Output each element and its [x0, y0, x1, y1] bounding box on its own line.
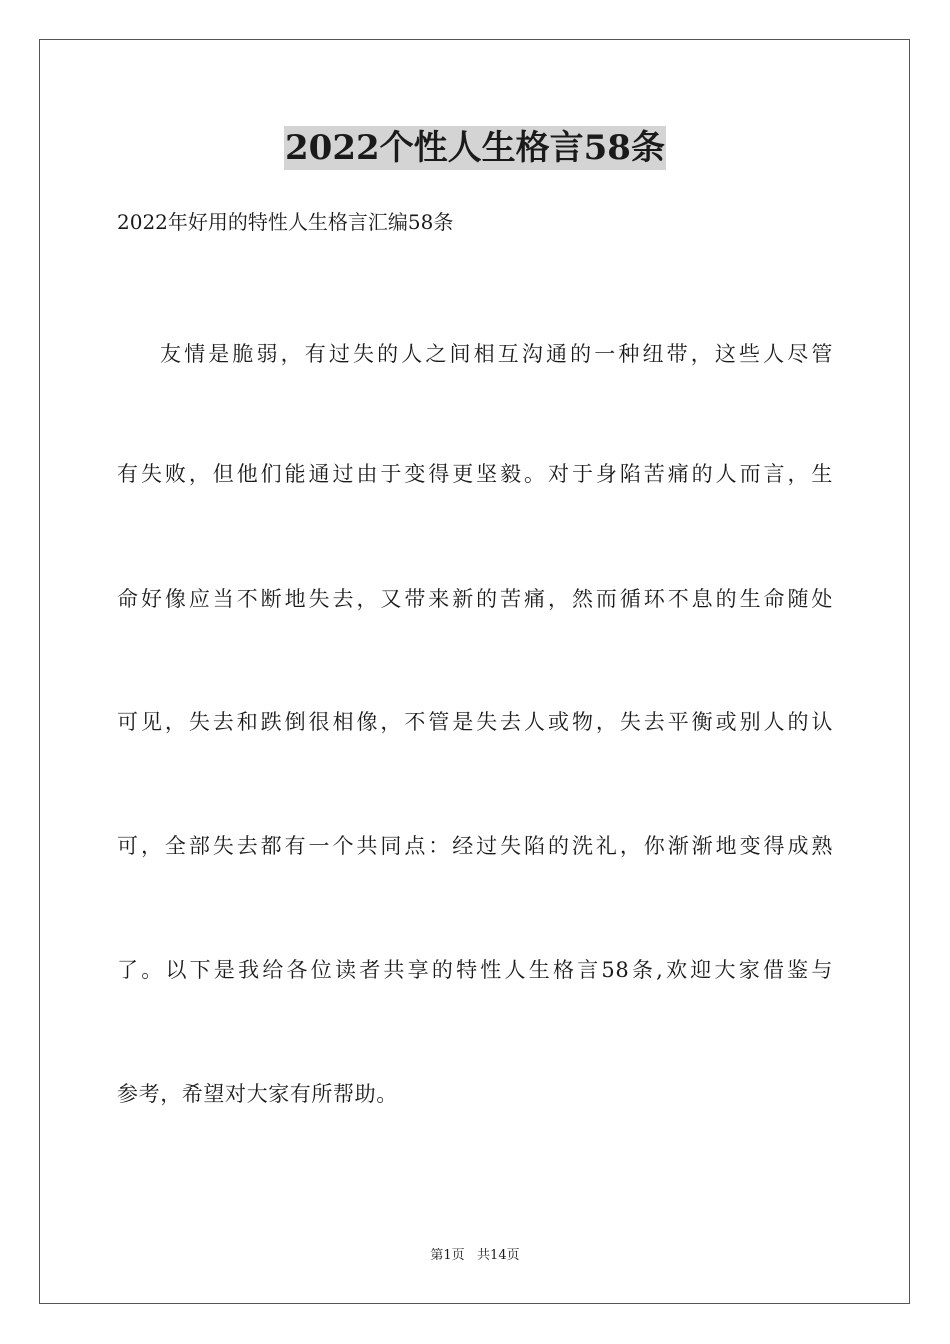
paragraph-line-3: 命好像应当不断地失去，又带来新的苦痛，然而循环不息的生命随处 — [117, 587, 833, 611]
paragraph-line-1: 友情是脆弱，有过失的人之间相互沟通的一种纽带，这些人尽管 — [160, 342, 833, 366]
paragraph-line-4: 可见，失去和跌倒很相像，不管是失去人或物，失去平衡或别人的认 — [117, 710, 833, 734]
paragraph-line-6: 了。以下是我给各位读者共享的特性人生格言58条,欢迎大家借鉴与 — [117, 958, 833, 982]
title-container — [0, 126, 950, 170]
document-title: 2022个性人生格言58条 — [285, 128, 665, 168]
paragraph-line-7: 参考，希望对大家有所帮助。 — [117, 1082, 398, 1106]
paragraph-line-5: 可，全部失去都有一个共同点：经过失陷的洗礼，你渐渐地变得成熟 — [117, 834, 833, 858]
page-footer: 第1页 共14页 — [430, 1248, 520, 1263]
document-subtitle: 2022年好用的特性人生格言汇编58条 — [117, 210, 454, 234]
paragraph-line-2: 有失败，但他们能通过由于变得更坚毅。对于身陷苦痛的人而言，生 — [117, 462, 833, 486]
